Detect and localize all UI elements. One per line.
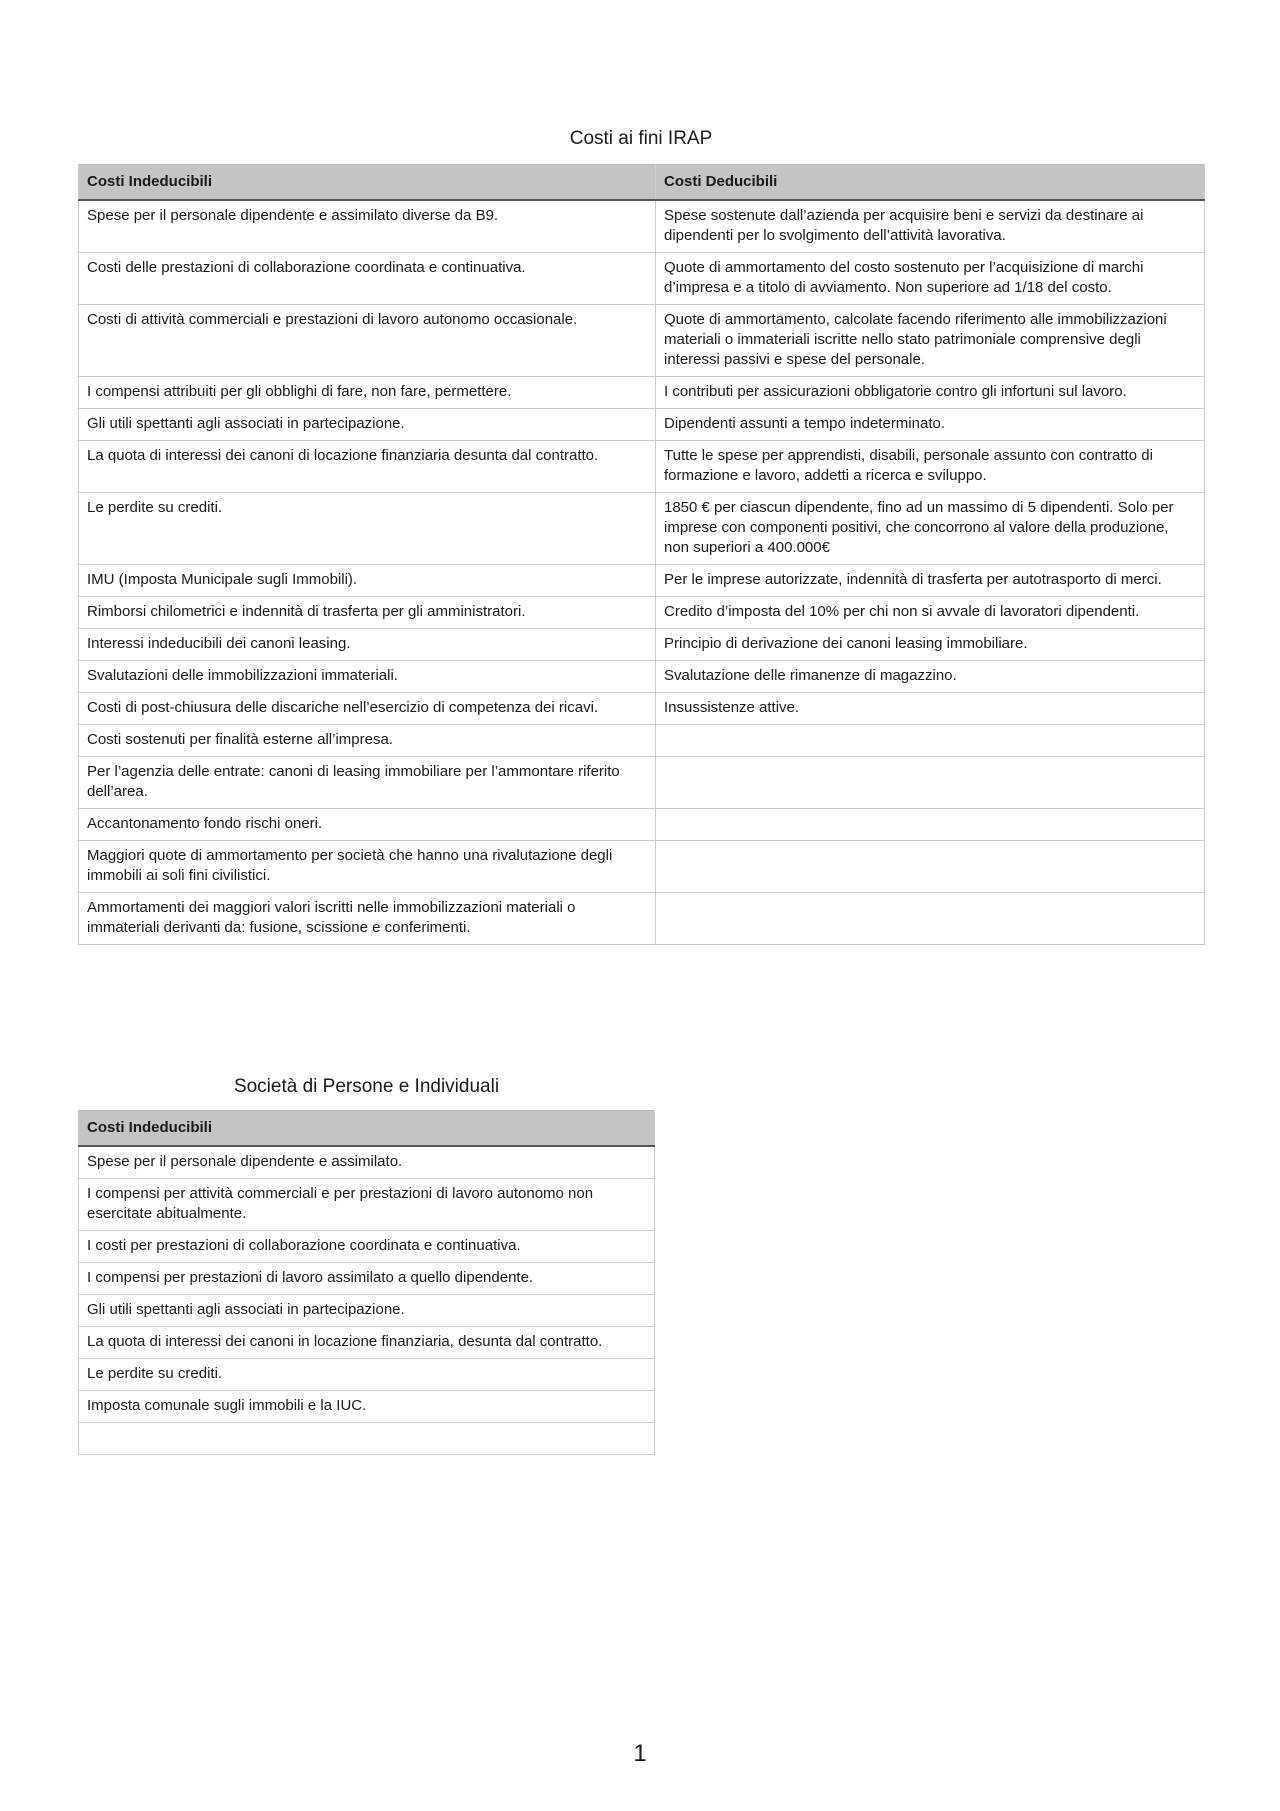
irap-cell-deducibili: 1850 € per ciascun dipendente, fino ad un massimo di 5 dipendenti. Solo per imprese con componenti positivi, che concorrono al valore della produzione, non superiori a 400.000€ bbox=[656, 493, 1205, 565]
table-row bbox=[79, 1423, 655, 1455]
persone-cell-indeducibili bbox=[79, 1423, 655, 1455]
persone-section-title: Società di Persone e Individuali bbox=[233, 1076, 500, 1097]
irap-cell-indeducibili: I compensi attribuiti per gli obblighi di fare, non fare, permettere. bbox=[79, 377, 656, 409]
irap-cell-deducibili: Per le imprese autorizzate, indennità di trasferta per autotrasporto di merci. bbox=[656, 565, 1205, 597]
irap-section-title: Costi ai fini IRAP bbox=[569, 128, 713, 149]
irap-cell-deducibili: I contributi per assicurazioni obbligatorie contro gli infortuni sul lavoro. bbox=[656, 377, 1205, 409]
irap-cell-deducibili: Svalutazione delle rimanenze di magazzino. bbox=[656, 661, 1205, 693]
table-row bbox=[79, 757, 1205, 809]
persone-cell-indeducibili: Le perdite su crediti. bbox=[79, 1359, 655, 1391]
table-row bbox=[79, 725, 1205, 757]
table-row bbox=[79, 1231, 655, 1263]
persone-cell-indeducibili: I compensi per prestazioni di lavoro assimilato a quello dipendente. bbox=[79, 1263, 655, 1295]
irap-cell-deducibili: Principio di derivazione dei canoni leasing immobiliare. bbox=[656, 629, 1205, 661]
irap-cell-indeducibili: Gli utili spettanti agli associati in partecipazione. bbox=[79, 409, 656, 441]
irap-cell-deducibili: Insussistenze attive. bbox=[656, 693, 1205, 725]
irap-cell-indeducibili: Accantonamento fondo rischi oneri. bbox=[79, 809, 656, 841]
irap-cell-indeducibili: IMU (Imposta Municipale sugli Immobili). bbox=[79, 565, 656, 597]
persone-cell-indeducibili: Spese per il personale dipendente e assimilato. bbox=[79, 1146, 655, 1179]
table-row bbox=[79, 629, 1205, 661]
table-row bbox=[79, 441, 1205, 493]
irap-cell-indeducibili: Costi sostenuti per finalità esterne all’impresa. bbox=[79, 725, 656, 757]
irap-cell-indeducibili: Le perdite su crediti. bbox=[79, 493, 656, 565]
irap-costs-table bbox=[78, 164, 1205, 945]
table-row bbox=[79, 597, 1205, 629]
irap-cell-indeducibili: Rimborsi chilometrici e indennità di trasferta per gli amministratori. bbox=[79, 597, 656, 629]
irap-cell-indeducibili: Ammortamenti dei maggiori valori iscritti nelle immobilizzazioni materiali o immateriali derivanti da: fusione, scissione e conferimenti. bbox=[79, 893, 656, 945]
table-row bbox=[79, 305, 1205, 377]
page-number: 1 bbox=[633, 1740, 647, 1767]
table-row bbox=[79, 1295, 655, 1327]
irap-cell-deducibili: Dipendenti assunti a tempo indeterminato. bbox=[656, 409, 1205, 441]
persone-cell-indeducibili: Gli utili spettanti agli associati in partecipazione. bbox=[79, 1295, 655, 1327]
persone-header-row bbox=[79, 1111, 655, 1147]
irap-header-deducibili: Costi Deducibili bbox=[656, 165, 1205, 201]
irap-cell-deducibili: Quote di ammortamento del costo sostenuto per l’acquisizione di marchi d’impresa e a titolo di avviamento. Non superiore ad 1/18 del costo. bbox=[656, 253, 1205, 305]
persone-cell-indeducibili: I costi per prestazioni di collaborazione coordinata e continuativa. bbox=[79, 1231, 655, 1263]
irap-cell-indeducibili: Costi delle prestazioni di collaborazione coordinata e continuativa. bbox=[79, 253, 656, 305]
table-row bbox=[79, 1179, 655, 1231]
irap-cell-deducibili bbox=[656, 725, 1205, 757]
irap-header-row bbox=[79, 165, 1205, 201]
persone-cell-indeducibili: La quota di interessi dei canoni in locazione finanziaria, desunta dal contratto. bbox=[79, 1327, 655, 1359]
table-row bbox=[79, 1359, 655, 1391]
irap-cell-deducibili: Quote di ammortamento, calcolate facendo riferimento alle immobilizzazioni materiali o immateriali iscritte nello stato patrimoniale comprensive degli interessi passivi e spese del personale. bbox=[656, 305, 1205, 377]
table-row bbox=[79, 377, 1205, 409]
table-row bbox=[79, 661, 1205, 693]
table-row bbox=[79, 693, 1205, 725]
persone-header-indeducibili: Costi Indeducibili bbox=[79, 1111, 655, 1147]
persone-cell-indeducibili: I compensi per attività commerciali e per prestazioni di lavoro autonomo non esercitate abitualmente. bbox=[79, 1179, 655, 1231]
table-row bbox=[79, 493, 1205, 565]
irap-cell-indeducibili: La quota di interessi dei canoni di locazione finanziaria desunta dal contratto. bbox=[79, 441, 656, 493]
irap-header-indeducibili: Costi Indeducibili bbox=[79, 165, 656, 201]
irap-cell-deducibili bbox=[656, 757, 1205, 809]
persone-costs-table bbox=[78, 1110, 655, 1455]
table-row bbox=[79, 1146, 655, 1179]
irap-cell-deducibili bbox=[656, 893, 1205, 945]
table-row bbox=[79, 253, 1205, 305]
table-row bbox=[79, 841, 1205, 893]
irap-cell-indeducibili: Per l’agenzia delle entrate: canoni di leasing immobiliare per l’ammontare riferito dell’area. bbox=[79, 757, 656, 809]
persone-cell-indeducibili: Imposta comunale sugli immobili e la IUC. bbox=[79, 1391, 655, 1423]
irap-cell-indeducibili: Maggiori quote di ammortamento per società che hanno una rivalutazione degli immobili ai soli fini civilistici. bbox=[79, 841, 656, 893]
table-row bbox=[79, 893, 1205, 945]
table-row bbox=[79, 809, 1205, 841]
irap-cell-indeducibili: Costi di post-chiusura delle discariche nell’esercizio di competenza dei ricavi. bbox=[79, 693, 656, 725]
irap-cell-deducibili bbox=[656, 809, 1205, 841]
table-row bbox=[79, 1327, 655, 1359]
irap-cell-deducibili bbox=[656, 841, 1205, 893]
irap-cell-indeducibili: Svalutazioni delle immobilizzazioni immateriali. bbox=[79, 661, 656, 693]
irap-cell-indeducibili: Costi di attività commerciali e prestazioni di lavoro autonomo occasionale. bbox=[79, 305, 656, 377]
irap-cell-deducibili: Credito d’imposta del 10% per chi non si avvale di lavoratori dipendenti. bbox=[656, 597, 1205, 629]
table-row bbox=[79, 1263, 655, 1295]
table-row bbox=[79, 409, 1205, 441]
irap-cell-indeducibili: Interessi indeducibili dei canoni leasing. bbox=[79, 629, 656, 661]
irap-cell-deducibili: Spese sostenute dall’azienda per acquisire beni e servizi da destinare ai dipendenti per lo svolgimento dell’attività lavorativa. bbox=[656, 200, 1205, 253]
irap-cell-deducibili: Tutte le spese per apprendisti, disabili, personale assunto con contratto di formazione e lavoro, addetti a ricerca e sviluppo. bbox=[656, 441, 1205, 493]
table-row bbox=[79, 1391, 655, 1423]
table-row bbox=[79, 200, 1205, 253]
table-row bbox=[79, 565, 1205, 597]
irap-cell-indeducibili: Spese per il personale dipendente e assimilato diverse da B9. bbox=[79, 200, 656, 253]
